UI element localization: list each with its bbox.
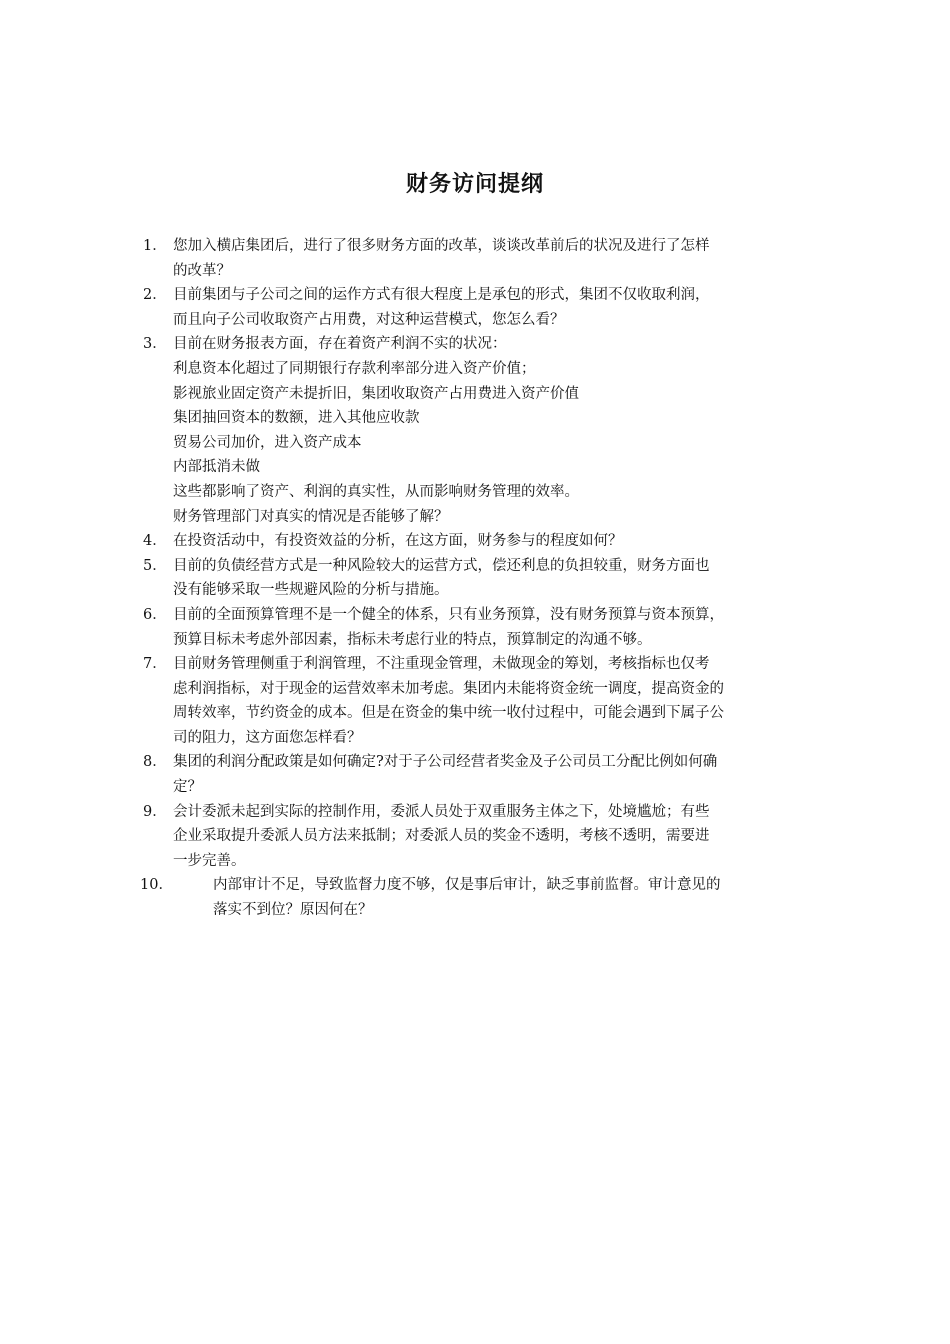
question-line: 落实不到位？原因何在？ <box>213 902 373 919</box>
question-item <box>140 283 820 332</box>
question-number: 1． <box>143 238 167 254</box>
question-line: 您加入横店集团后，进行了很多财务方面的改革，谈谈改革前后的状况及进行了怎样 <box>173 238 710 254</box>
question-line: 目前集团与子公司之间的运作方式有很大程度上是承包的形式，集团不仅收取利润， <box>173 287 710 304</box>
question-text <box>173 873 820 922</box>
question-number: 8． <box>143 754 167 771</box>
question-line: 内部审计不足，导致监督力度不够，仅是事后审计，缺乏事前监督。审计意见的 <box>213 877 721 894</box>
question-text <box>173 529 820 554</box>
question-number: 2． <box>143 287 167 304</box>
question-number: 3． <box>143 336 167 353</box>
question-number: 7． <box>143 656 167 673</box>
question-text <box>173 283 820 332</box>
question-line: 预算目标未考虑外部因素，指标未考虑行业的特点，预算制定的沟通不够。 <box>173 631 652 648</box>
question-line: 周转效率，节约资金的成本。但是在资金的集中统一收付过程中，可能会遇到下属子公 <box>173 705 724 722</box>
question-text <box>173 234 820 283</box>
question-line: 企业采取提升委派人员方法来抵制；对委派人员的奖金不透明，考核不透明，需要进 <box>173 828 710 845</box>
question-number: 9． <box>143 803 167 820</box>
question-number: 4． <box>143 533 167 550</box>
question-text <box>173 554 820 603</box>
question-line: 的改革？ <box>173 262 231 279</box>
question-line: 在投资活动中，有投资效益的分析，在这方面，财务参与的程度如何？ <box>173 533 623 550</box>
question-item <box>140 800 820 874</box>
question-item <box>140 234 820 283</box>
question-text <box>173 800 820 874</box>
question-item <box>140 529 820 554</box>
question-list <box>140 234 820 923</box>
question-item <box>140 332 820 529</box>
question-line: 这些都影响了资产、利润的真实性，从而影响财务管理的效率。 <box>173 483 579 500</box>
question-line: 集团的利润分配政策是如何确定?对于子公司经营者奖金及子公司员工分配比例如何确 <box>173 754 718 771</box>
question-number: 5． <box>143 557 167 574</box>
question-item <box>140 750 820 799</box>
question-line: 司的阻力，这方面您怎样看？ <box>173 729 362 746</box>
question-line: 虑利润指标，对于现金的运营效率未加考虑。集团内未能将资金统一调度，提高资金的 <box>173 680 724 697</box>
question-item <box>140 873 820 922</box>
question-line: 目前的负债经营方式是一种风险较大的运营方式，偿还利息的负担较重，财务方面也 <box>173 557 710 574</box>
question-line: 而且向子公司收取资产占用费，对这种运营模式，您怎么看？ <box>173 311 565 328</box>
question-line: 一步完善。 <box>173 852 246 869</box>
question-item <box>140 554 820 603</box>
question-text <box>173 652 820 750</box>
question-item <box>140 652 820 750</box>
question-line: 定？ <box>173 779 202 796</box>
question-line: 影视旅业固定资产未提折旧，集团收取资产占用费进入资产价值 <box>173 385 579 402</box>
question-line: 利息资本化超过了同期银行存款利率部分进入资产价值； <box>173 360 536 377</box>
question-text <box>173 332 820 529</box>
question-line: 目前的全面预算管理不是一个健全的体系，只有业务预算，没有财务预算与资本预算， <box>173 606 724 623</box>
question-line: 内部抵消未做 <box>173 459 260 476</box>
question-item <box>140 603 820 652</box>
question-number: 6． <box>143 606 167 623</box>
question-line: 集团抽回资本的数额，进入其他应收款 <box>173 410 420 427</box>
page-title: 财务访问提纲 <box>405 171 544 197</box>
question-line: 没有能够采取一些规避风险的分析与措施。 <box>173 582 449 599</box>
question-line: 财务管理部门对真实的情况是否能够了解？ <box>173 508 449 525</box>
question-number: 10． <box>140 877 173 894</box>
question-line: 会计委派未起到实际的控制作用，委派人员处于双重服务主体之下，处境尴尬；有些 <box>173 803 710 820</box>
question-line: 贸易公司加价，进入资产成本 <box>173 434 362 451</box>
question-text <box>173 603 820 652</box>
question-line: 目前财务管理侧重于利润管理，不注重现金管理，未做现金的筹划，考核指标也仅考 <box>173 656 710 673</box>
question-text <box>173 750 820 799</box>
question-line: 目前在财务报表方面，存在着资产利润不实的状况： <box>173 336 507 353</box>
